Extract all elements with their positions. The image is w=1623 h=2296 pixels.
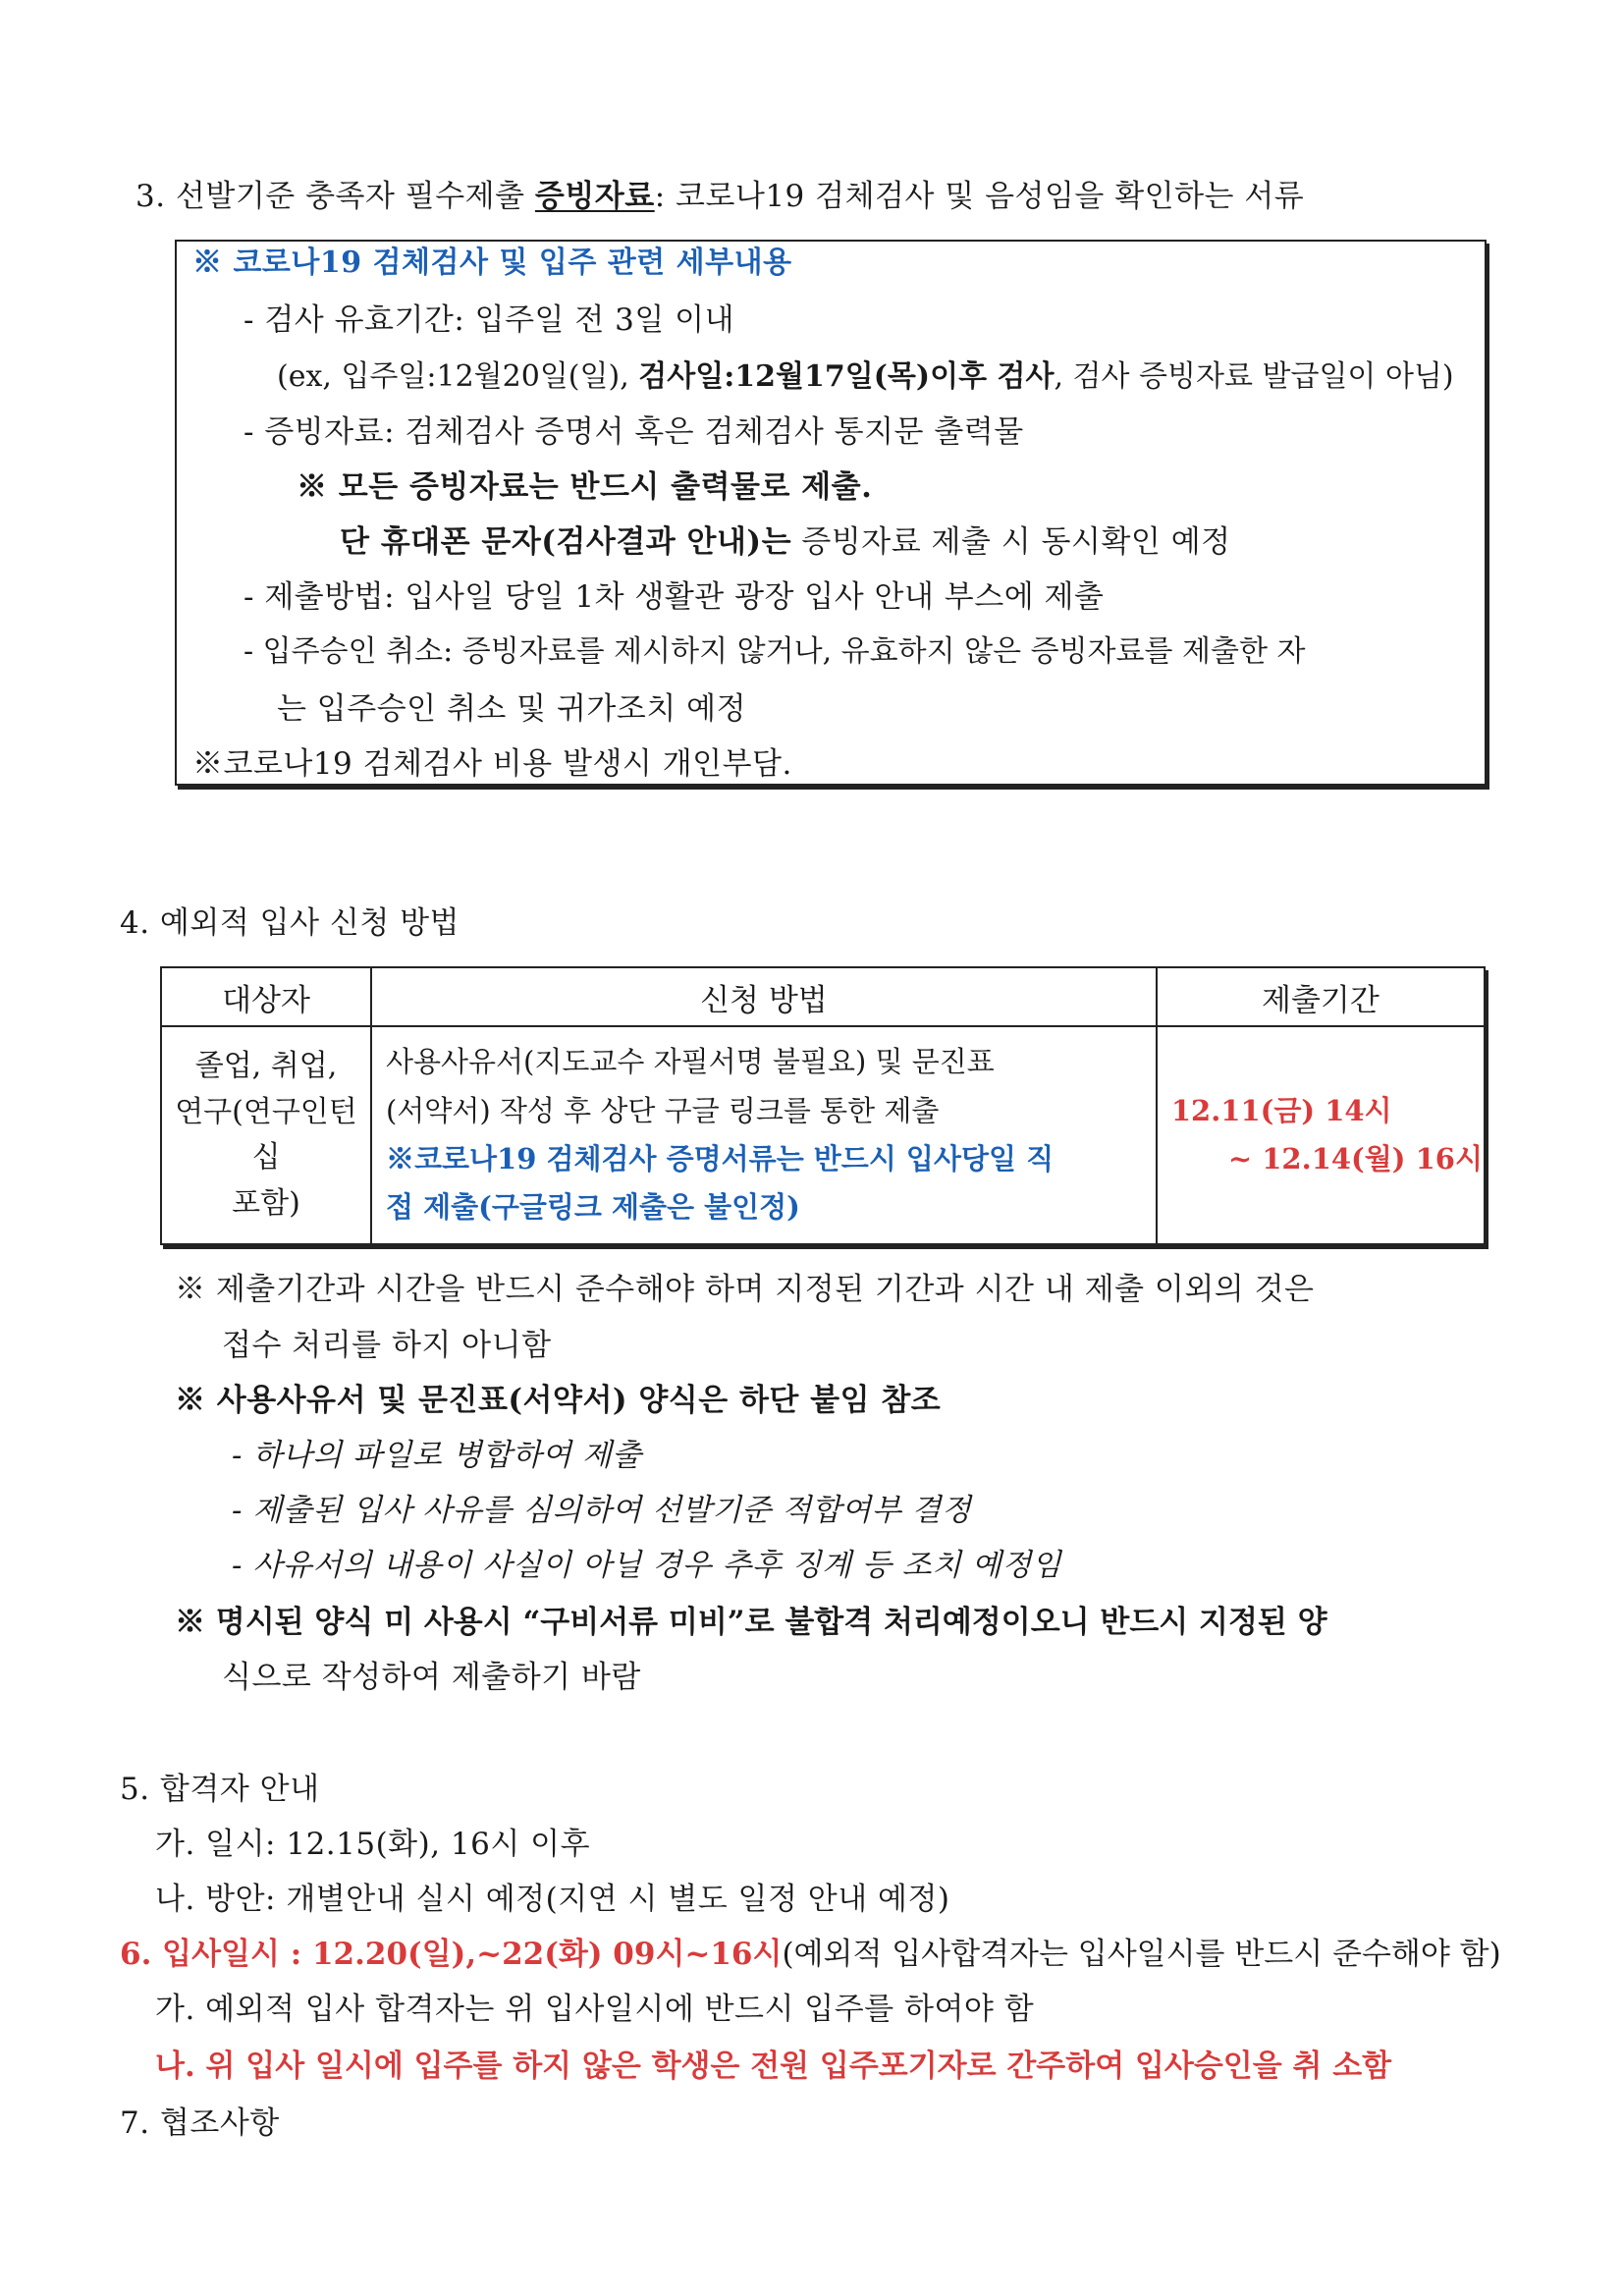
period-start: 12.11(금) 14시	[1170, 1093, 1392, 1127]
section6-a: 가. 예외적 입사 합격자는 위 입사일시에 반드시 입주를 하여야 함	[155, 1992, 1035, 2027]
table-cell-method	[371, 1026, 1157, 1244]
section3-prefix: 3. 선발기준 충족자 필수제출	[135, 179, 535, 214]
table-cell-target	[161, 1026, 371, 1244]
application-table	[160, 966, 1486, 1245]
covid-box-line5a: 단 휴대폰 문자(검사결과 안내)는	[340, 524, 792, 560]
note-2b: - 제출된 입사 사유를 심의하여 선발기준 적합여부 결정	[232, 1493, 972, 1528]
covid-box-line5	[340, 524, 1231, 561]
covid-box-line2c: , 검사 증빙자료 발급일이 아님)	[1054, 359, 1454, 394]
covid-box-line7: - 입주승인 취소: 증빙자료를 제시하지 않거나, 유효하지 않은 증빙자료를 제출한 자	[243, 634, 1306, 669]
note-2a: - 하나의 파일로 병합하여 제출	[232, 1438, 642, 1473]
note-2: ※ 사용사유서 및 문진표(서약서) 양식은 하단 붙임 참조	[175, 1383, 942, 1418]
covid-box-line8: 는 입주승인 취소 및 귀가조치 예정	[277, 691, 747, 727]
table-header-row	[161, 967, 1485, 1026]
covid-box-line3: - 증빙자료: 검체검사 증명서 혹은 검체검사 통지문 출력물	[243, 414, 1024, 450]
table-row	[161, 1026, 1485, 1244]
note-3a: ※ 명시된 양식 미 사용시 “구비서류 미비”로 불합격 처리예정이오니 반드시 지정된 양	[175, 1605, 1327, 1640]
note-2c: - 사유서의 내용이 사실이 아닐 경우 추후 징계 등 조치 예정임	[232, 1548, 1062, 1583]
section6-heading-red: 6. 입사일시 : 12.20(일),~22(화) 09시~16시	[120, 1937, 783, 1972]
section3-heading	[135, 179, 1304, 215]
target-line: 연구(연구인턴십	[175, 1094, 357, 1175]
period-end: ~ 12.14(월) 16시	[1227, 1142, 1483, 1175]
method-line-note: 접 제출(구글링크 제출은 불인정)	[385, 1190, 800, 1225]
section6-heading	[120, 1937, 1501, 1973]
covid-box-line6: - 제출방법: 입사일 당일 1차 생활관 광장 입사 안내 부스에 제출	[243, 579, 1105, 615]
section7-heading: 7. 협조사항	[120, 2105, 280, 2141]
target-line: 졸업, 취업,	[194, 1049, 338, 1083]
table-header-target: 대상자	[161, 967, 371, 1026]
section5-heading: 5. 합격자 안내	[120, 1772, 320, 1807]
covid-box-title: ※ 코로나19 검체검사 및 입주 관련 세부내용	[192, 246, 792, 280]
covid-box-line9: ※코로나19 검체검사 비용 발생시 개인부담.	[192, 746, 792, 782]
section6-b: 나. 위 입사 일시에 입주를 하지 않은 학생은 전원 입주포기자로 간주하여 입사승인을 취 소함	[155, 2049, 1392, 2084]
section3-key: 증빙자료	[534, 179, 655, 214]
method-line: 사용사유서(지도교수 자필서명 불필요) 및 문진표	[385, 1045, 995, 1079]
note-1a: ※ 제출기간과 시간을 반드시 준수해야 하며 지정된 기간과 시간 내 제출 이외의 것은	[175, 1272, 1315, 1307]
method-line: (서약서) 작성 후 상단 구글 링크를 통한 제출	[385, 1093, 940, 1127]
covid-box-line1: - 검사 유효기간: 입주일 전 3일 이내	[243, 302, 735, 338]
section4-heading: 4. 예외적 입사 신청 방법	[120, 905, 460, 941]
note-3b: 식으로 작성하여 제출하기 바람	[222, 1660, 641, 1695]
method-line-note: ※코로나19 검체검사 증명서류는 반드시 입사당일 직	[385, 1142, 1055, 1175]
covid-box-line2a: (ex, 입주일:12월20일(일),	[277, 359, 639, 394]
covid-box-line2	[277, 359, 1454, 395]
section5-b: 나. 방안: 개별안내 실시 예정(지연 시 별도 일정 안내 예정)	[155, 1882, 950, 1917]
section3-suffix: : 코로나19 검체검사 및 음성임을 확인하는 서류	[654, 179, 1305, 214]
target-line: 포함)	[232, 1185, 300, 1221]
section5-a: 가. 일시: 12.15(화), 16시 이후	[155, 1827, 591, 1862]
covid-box-line4: ※ 모든 증빙자료는 반드시 출력물로 제출.	[297, 469, 873, 505]
section6-heading-rest: (예외적 입사합격자는 입사일시를 반드시 준수해야 함)	[782, 1937, 1501, 1972]
note-1b: 접수 처리를 하지 아니함	[222, 1328, 552, 1363]
covid-box-line2b: 검사일:12월17일(목)이후 검사	[638, 359, 1055, 394]
covid-box-line5b: 증빙자료 제출 시 동시확인 예정	[791, 524, 1231, 560]
table-header-period: 제출기간	[1157, 967, 1485, 1026]
table-header-method: 신청 방법	[371, 967, 1157, 1026]
table-cell-period	[1157, 1026, 1485, 1244]
